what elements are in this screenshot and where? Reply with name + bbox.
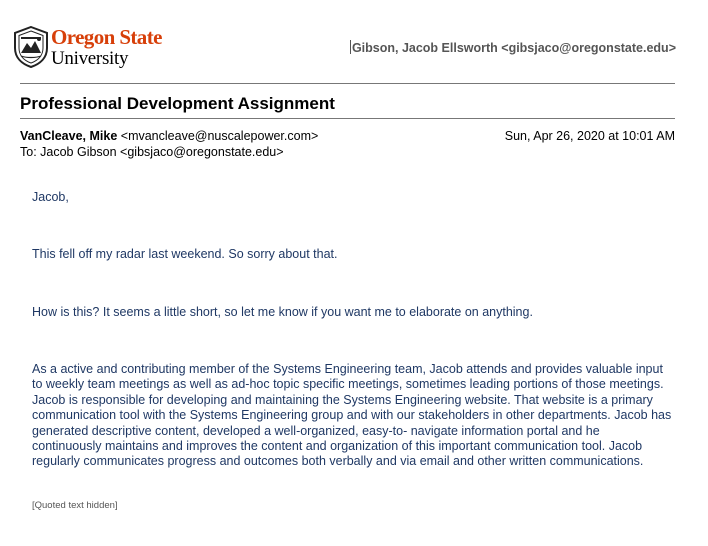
sender-name: VanCleave, Mike [20,129,118,143]
email-date: Sun, Apr 26, 2020 at 10:01 AM [504,129,675,143]
body-greeting: Jacob, [32,190,69,204]
quoted-text-toggle[interactable]: [Quoted text hidden] [32,500,118,511]
body-paragraph-1: This fell off my radar last weekend. So sorry about that. [32,247,338,261]
sender-email: <mvancleave@nuscalepower.com> [120,129,319,143]
osu-logo [13,26,163,70]
osu-seal-icon [13,26,49,68]
email-subject: Professional Development Assignment [20,94,335,113]
logo-university-name: Oregon State [51,25,162,49]
recipient-line: To: Jacob Gibson <gibsjaco@oregonstate.edu> [20,145,284,159]
body-paragraph-3: As a active and contributing member of the Systems Engineering team, Jacob attends and provides valuable input to weekly team meetings as well as ad-hoc topic specific meetings, sometimes leading portions of those meetings. Jacob is responsible for developing and maintaining the Systems Engineering website. That website is a primary communication tool with the Systems Engineering group and with our stakeholders in other departments. Jacob has generated descriptive content, developed a well-organized, easy-to- navigate information portal and he continuously maintains and improves the content and organization of this important communication tool. Jacob regularly communicates progress and outcomes both verbally and via email and other written communications. [32,362,672,469]
account-header: Gibson, Jacob Ellsworth <gibsjaco@oregonstate.edu> [351,41,676,55]
header-divider [20,83,675,84]
subject-divider [20,118,675,119]
body-paragraph-2: How is this? It seems a little short, so let me know if you want me to elaborate on anything. [32,305,533,319]
logo-university-word: University [51,48,129,69]
sender-line [20,129,318,143]
